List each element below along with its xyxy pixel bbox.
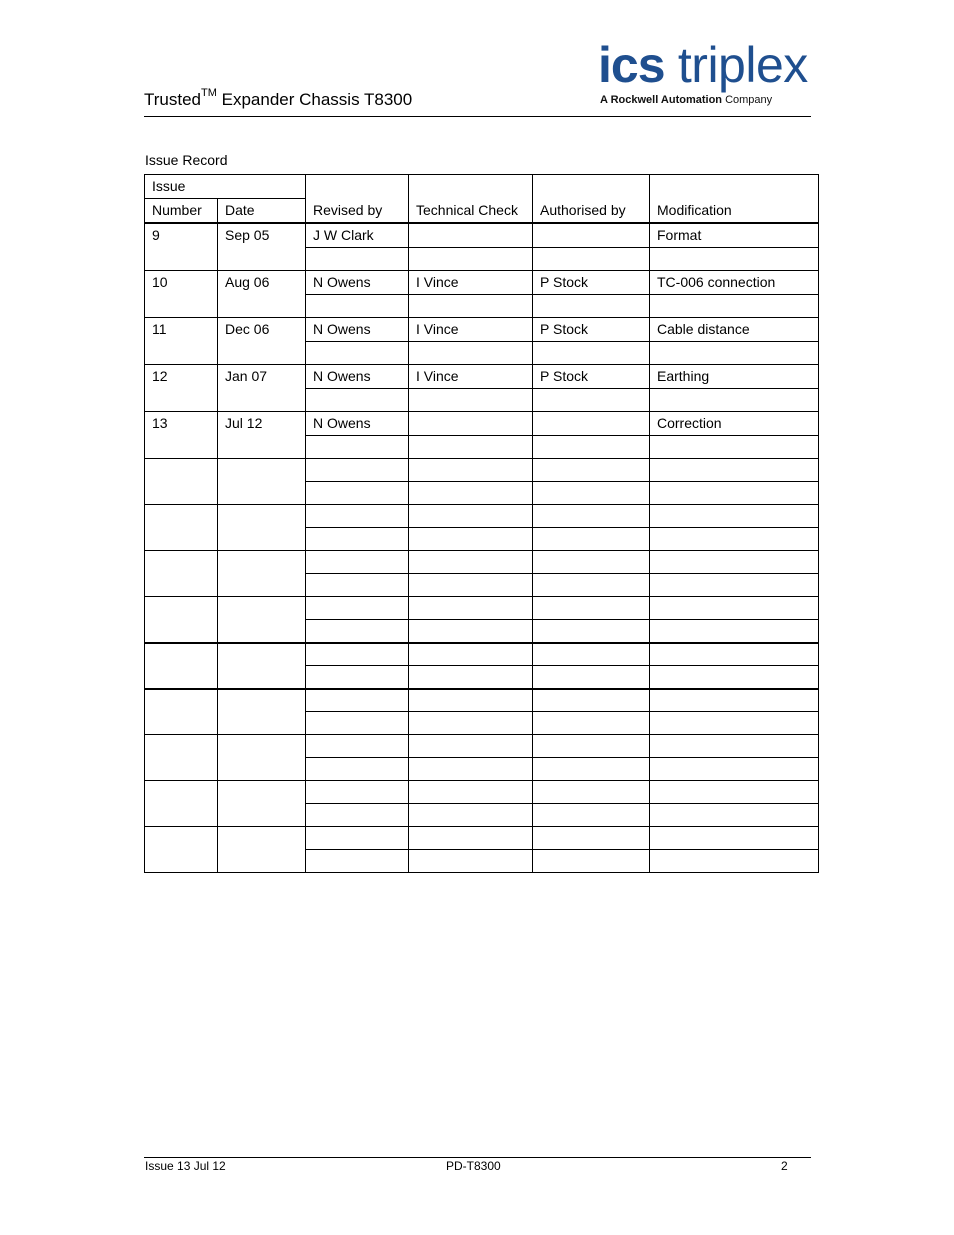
cell-number — [145, 459, 218, 505]
cell-authorised-by-secondary — [533, 712, 650, 735]
cell-modification — [650, 781, 819, 804]
cell-modification-secondary — [650, 712, 819, 735]
cell-technical-check-secondary — [409, 712, 533, 735]
cell-authorised-by-secondary — [533, 804, 650, 827]
cell-technical-check — [409, 505, 533, 528]
cell-revised-by-secondary — [306, 248, 409, 271]
cell-date — [218, 781, 306, 827]
cell-modification-secondary — [650, 850, 819, 873]
cell-authorised-by — [533, 597, 650, 620]
cell-modification-secondary — [650, 528, 819, 551]
cell-date — [218, 643, 306, 689]
header-issue: Issue — [145, 175, 306, 199]
footer-divider — [144, 1157, 811, 1158]
cell-number: 10 — [145, 271, 218, 318]
cell-revised-by-secondary — [306, 712, 409, 735]
cell-number — [145, 827, 218, 873]
header-authorised-by: Authorised by — [533, 175, 650, 224]
table-row — [145, 551, 819, 574]
cell-modification-secondary — [650, 389, 819, 412]
cell-revised-by — [306, 735, 409, 758]
logo-tagline-prefix: A — [600, 94, 611, 106]
cell-technical-check-secondary — [409, 248, 533, 271]
logo-tagline — [600, 94, 772, 106]
footer-issue: Issue 13 Jul 12 — [145, 1159, 226, 1173]
cell-authorised-by — [533, 505, 650, 528]
cell-authorised-by — [533, 827, 650, 850]
cell-date — [218, 689, 306, 735]
cell-technical-check-secondary — [409, 804, 533, 827]
cell-number: 13 — [145, 412, 218, 459]
cell-authorised-by — [533, 551, 650, 574]
cell-date — [218, 597, 306, 643]
cell-revised-by: N Owens — [306, 412, 409, 436]
cell-modification-secondary — [650, 804, 819, 827]
cell-technical-check — [409, 223, 533, 248]
cell-technical-check-secondary — [409, 295, 533, 318]
cell-modification-secondary — [650, 620, 819, 643]
cell-authorised-by-secondary — [533, 574, 650, 597]
cell-authorised-by-secondary — [533, 295, 650, 318]
table-row — [145, 643, 819, 666]
cell-modification-secondary — [650, 666, 819, 689]
cell-technical-check — [409, 412, 533, 436]
issue-table-body — [145, 175, 819, 873]
cell-technical-check-secondary — [409, 528, 533, 551]
cell-date — [218, 505, 306, 551]
cell-authorised-by — [533, 781, 650, 804]
header-technical-check: Technical Check — [409, 175, 533, 224]
cell-authorised-by-secondary — [533, 666, 650, 689]
trademark-superscript: TM — [201, 87, 217, 99]
cell-authorised-by-secondary — [533, 620, 650, 643]
cell-revised-by — [306, 551, 409, 574]
cell-authorised-by: P Stock — [533, 365, 650, 389]
cell-number — [145, 643, 218, 689]
cell-revised-by — [306, 597, 409, 620]
title-main: Trusted — [144, 90, 202, 109]
cell-revised-by — [306, 643, 409, 666]
cell-modification: Format — [650, 223, 819, 248]
table-row — [145, 412, 819, 436]
cell-revised-by: N Owens — [306, 318, 409, 342]
cell-number: 11 — [145, 318, 218, 365]
cell-revised-by: N Owens — [306, 271, 409, 295]
table-row — [145, 689, 819, 712]
cell-modification — [650, 827, 819, 850]
table-row — [145, 318, 819, 342]
header-modification: Modification — [650, 175, 819, 224]
cell-authorised-by — [533, 689, 650, 712]
logo-tagline-bold: Rockwell Automation — [610, 94, 723, 106]
cell-technical-check-secondary — [409, 342, 533, 365]
cell-authorised-by-secondary — [533, 758, 650, 781]
cell-date: Dec 06 — [218, 318, 306, 365]
cell-modification: TC-006 connection — [650, 271, 819, 295]
cell-date — [218, 459, 306, 505]
table-row — [145, 223, 819, 248]
cell-revised-by-secondary — [306, 620, 409, 643]
cell-technical-check: I Vince — [409, 318, 533, 342]
table-row — [145, 597, 819, 620]
cell-authorised-by — [533, 643, 650, 666]
cell-technical-check — [409, 643, 533, 666]
cell-number: 9 — [145, 223, 218, 271]
cell-technical-check — [409, 781, 533, 804]
cell-technical-check — [409, 459, 533, 482]
cell-number — [145, 597, 218, 643]
cell-date: Jan 07 — [218, 365, 306, 412]
cell-authorised-by-secondary — [533, 436, 650, 459]
cell-technical-check-secondary — [409, 758, 533, 781]
document-title — [144, 87, 413, 110]
cell-revised-by — [306, 689, 409, 712]
cell-modification — [650, 551, 819, 574]
cell-revised-by — [306, 781, 409, 804]
cell-date — [218, 551, 306, 597]
table-row — [145, 271, 819, 295]
cell-modification — [650, 459, 819, 482]
cell-technical-check-secondary — [409, 666, 533, 689]
cell-technical-check-secondary — [409, 850, 533, 873]
cell-modification-secondary — [650, 574, 819, 597]
cell-number — [145, 781, 218, 827]
cell-revised-by — [306, 459, 409, 482]
cell-technical-check-secondary — [409, 574, 533, 597]
cell-modification — [650, 597, 819, 620]
cell-revised-by-secondary — [306, 758, 409, 781]
cell-technical-check-secondary — [409, 620, 533, 643]
cell-technical-check — [409, 597, 533, 620]
cell-revised-by-secondary — [306, 436, 409, 459]
company-logo — [598, 37, 812, 112]
cell-technical-check-secondary — [409, 482, 533, 505]
cell-authorised-by-secondary — [533, 850, 650, 873]
cell-modification-secondary — [650, 436, 819, 459]
cell-technical-check — [409, 735, 533, 758]
cell-technical-check — [409, 689, 533, 712]
cell-date — [218, 827, 306, 873]
cell-modification-secondary — [650, 758, 819, 781]
header-row-1 — [145, 175, 819, 199]
table-row — [145, 365, 819, 389]
cell-revised-by — [306, 827, 409, 850]
cell-revised-by-secondary — [306, 342, 409, 365]
cell-technical-check: I Vince — [409, 365, 533, 389]
cell-number: 12 — [145, 365, 218, 412]
cell-modification-secondary — [650, 342, 819, 365]
cell-number — [145, 505, 218, 551]
cell-number — [145, 689, 218, 735]
table-row — [145, 505, 819, 528]
cell-authorised-by — [533, 735, 650, 758]
header-blank — [306, 175, 409, 199]
cell-modification — [650, 689, 819, 712]
footer-page-number: 2 — [781, 1159, 788, 1173]
header-date: Date — [218, 199, 306, 224]
cell-authorised-by-secondary — [533, 342, 650, 365]
cell-revised-by-secondary — [306, 482, 409, 505]
cell-authorised-by-secondary — [533, 482, 650, 505]
header-divider — [144, 116, 811, 117]
cell-date: Aug 06 — [218, 271, 306, 318]
cell-technical-check — [409, 827, 533, 850]
table-row — [145, 459, 819, 482]
cell-date: Jul 12 — [218, 412, 306, 459]
footer-document-code: PD-T8300 — [446, 1159, 501, 1173]
cell-modification — [650, 643, 819, 666]
cell-revised-by-secondary — [306, 850, 409, 873]
cell-modification: Cable distance — [650, 318, 819, 342]
cell-modification-secondary — [650, 248, 819, 271]
cell-number — [145, 551, 218, 597]
issue-record-table — [144, 174, 819, 873]
logo-light-text: triplex — [664, 37, 808, 93]
cell-authorised-by-secondary — [533, 248, 650, 271]
cell-authorised-by-secondary — [533, 528, 650, 551]
cell-modification: Correction — [650, 412, 819, 436]
cell-modification-secondary — [650, 295, 819, 318]
cell-authorised-by — [533, 459, 650, 482]
section-label: Issue Record — [145, 152, 228, 168]
title-rest: Expander Chassis T8300 — [216, 90, 413, 109]
cell-revised-by-secondary — [306, 574, 409, 597]
cell-modification: Earthing — [650, 365, 819, 389]
cell-revised-by-secondary — [306, 389, 409, 412]
header-revised-by: Revised by — [306, 199, 409, 224]
cell-authorised-by: P Stock — [533, 318, 650, 342]
cell-authorised-by — [533, 223, 650, 248]
cell-date: Sep 05 — [218, 223, 306, 271]
cell-date — [218, 735, 306, 781]
cell-revised-by: N Owens — [306, 365, 409, 389]
cell-revised-by: J W Clark — [306, 223, 409, 248]
cell-authorised-by: P Stock — [533, 271, 650, 295]
cell-technical-check: I Vince — [409, 271, 533, 295]
logo-tagline-suffix: Company — [722, 94, 773, 106]
table-row — [145, 735, 819, 758]
table-row — [145, 781, 819, 804]
cell-number — [145, 735, 218, 781]
table-row — [145, 827, 819, 850]
cell-revised-by-secondary — [306, 295, 409, 318]
cell-revised-by-secondary — [306, 666, 409, 689]
logo-wordmark — [598, 37, 808, 93]
cell-authorised-by — [533, 412, 650, 436]
cell-authorised-by-secondary — [533, 389, 650, 412]
cell-modification — [650, 735, 819, 758]
cell-technical-check — [409, 551, 533, 574]
cell-revised-by — [306, 505, 409, 528]
cell-modification — [650, 505, 819, 528]
cell-technical-check-secondary — [409, 389, 533, 412]
logo-bold-text: ics — [598, 37, 665, 93]
cell-modification-secondary — [650, 482, 819, 505]
cell-revised-by-secondary — [306, 528, 409, 551]
header-number: Number — [145, 199, 218, 224]
cell-technical-check-secondary — [409, 436, 533, 459]
cell-revised-by-secondary — [306, 804, 409, 827]
